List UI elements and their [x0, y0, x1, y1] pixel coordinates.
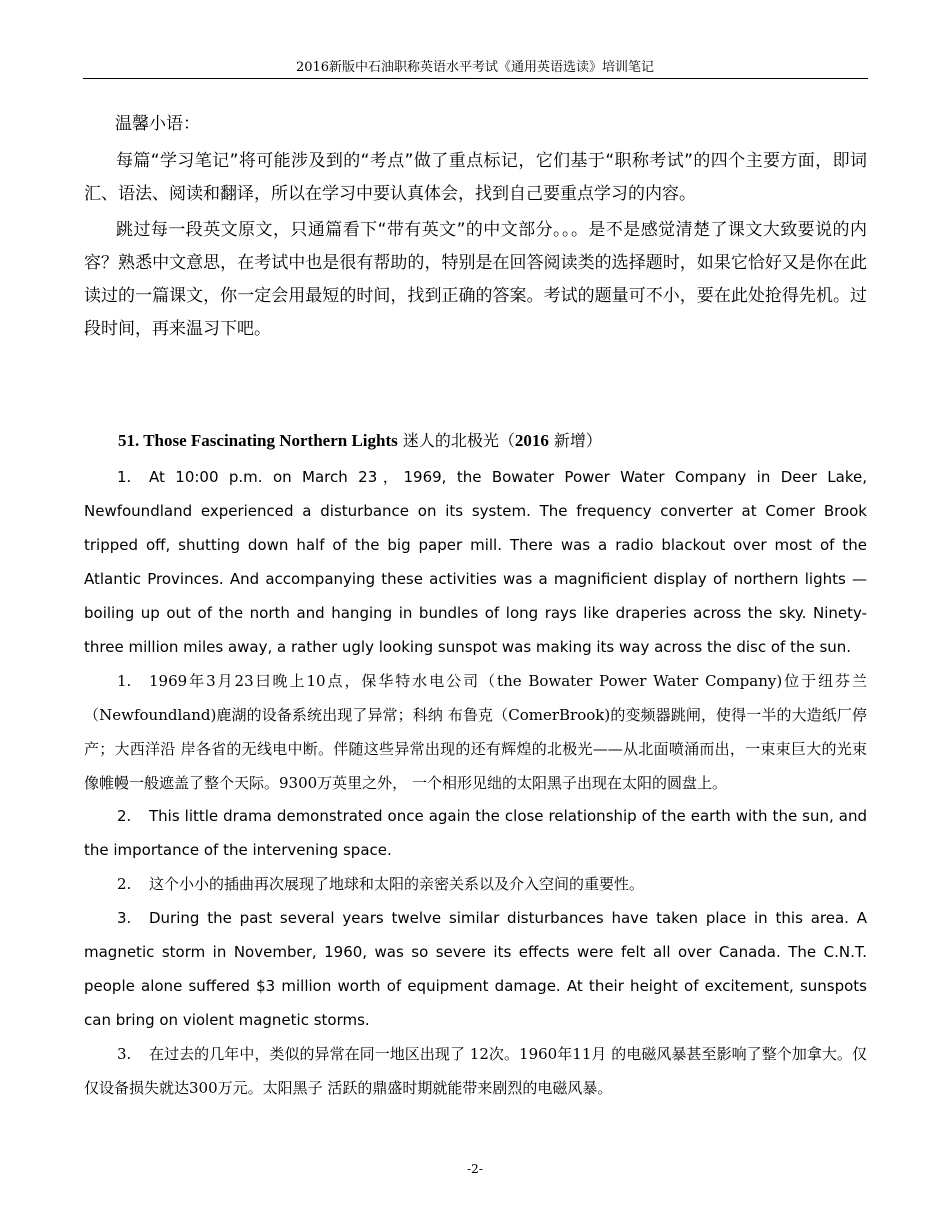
paragraph-text: 这个小小的插曲再次展现了地球和太阳的亲密关系以及介入空间的重要性。	[149, 875, 645, 893]
paragraph-text: 在过去的几年中，类似的异常在同一地区出现了 12次。1960年11月 的电磁风暴甚至影响了整个加拿大。仅仅设备损失就达300万元。太阳黑子 活跃的鼎盛时期就能带来剧烈的电磁风暴。	[84, 1045, 867, 1097]
paragraph-english	[84, 799, 867, 867]
paragraph-number: 1.	[117, 672, 132, 690]
lesson-title-year: 2016	[514, 431, 549, 450]
paragraph-number: 3.	[117, 1045, 132, 1063]
page-number: -2-	[467, 1162, 483, 1176]
paragraph-chinese	[84, 664, 867, 800]
paragraph-chinese	[84, 867, 867, 901]
paragraph-number: 1.	[117, 468, 132, 486]
paragraph-text: This little drama demonstrated once again the close relationship of the earth with the sun, and the importance of the intervening space.	[84, 807, 867, 859]
lesson-title-cn: 迷人的北极光（	[397, 431, 515, 450]
lesson-title-en: 51. Those Fascinating Northern Lights	[118, 431, 398, 450]
running-header: 2016新版中石油职称英语水平考试《通用英语选读》培训笔记	[295, 60, 655, 75]
paragraph-text: 1969年3月23曰晚上10点，保华特水电公司（the Bowater Power Water Company)位于纽芬兰（Newfoundland)鹿湖的设备系统出现了异常；科纳 布鲁克（ComerBrook)的变频器跳闸，使得一半的大造纸厂停产；大西洋沿 岸各省的无线电中断。伴随这些异常出现的还有辉煌的北极光——从北面喷涌而出，一束束巨大的光束像帷幔一般遮盖了整个天际。9300万英里之外， 一个相形见绌的太阳黑子出现在太阳的圆盘上。	[84, 672, 867, 792]
header-rule	[83, 78, 868, 79]
tips-paragraph: 每篇“学习笔记”将可能涉及到的“考点”做了重点标记，它们基于“职称考试”的四个主要方面，即词汇、语法、阅读和翻译，所以在学习中要认真体会，找到自己要重点学习的内容。	[84, 151, 867, 204]
paragraph-number: 3.	[117, 909, 132, 927]
paragraph-chinese	[84, 1037, 867, 1105]
paragraph-text: During the past several years twelve similar disturbances have taken place in this area. A magnetic storm in November, 1960, was so severe its effects were felt all over Canada. The C.N.T. people alone suffered $3 million worth of equipment damage. At their height of excitement, sunspots can bring on violent magnetic storms.	[84, 909, 867, 1029]
paragraph-number: 2.	[117, 875, 132, 893]
paragraph-text: At 10:00 p.m. on March 23，1969, the Bowater Power Water Company in Deer Lake, Newfoundland experienced a disturbance on its system. The frequency converter at Comer Brook tripped off, shutting down half of the big paper mill. There was a radio blackout over most of the Atlantic Provinces. And accompanying these activities was a magnificient display of northern lights — boiling up out of the north and hanging in bundles of long rays like draperies across the sky. Ninety-three million miles away, a rather ugly looking sunspot was making its way across the disc of the sun.	[84, 468, 867, 656]
lesson-title	[118, 430, 602, 452]
paragraph-english	[84, 460, 867, 664]
tips-paragraph: 跳过每一段英文原文，只通篇看下“带有英文”的中文部分。。。是不是感觉清楚了课文大致要说的内容？熟悉中文意思，在考试中也是很有帮助的，特别是在回答阅读类的选择题时，如果它恰好又是你在此读过的一篇课文，你一定会用最短的时间，找到正确的答案。考试的题量可不小，要在此处抢得先机。过段时间，再来温习下吧。	[84, 220, 867, 339]
tips-title: 温馨小语：	[115, 114, 200, 134]
lesson-title-tail: 新增）	[548, 431, 602, 450]
paragraph-number: 2.	[117, 807, 132, 825]
paragraph-english	[84, 901, 867, 1037]
